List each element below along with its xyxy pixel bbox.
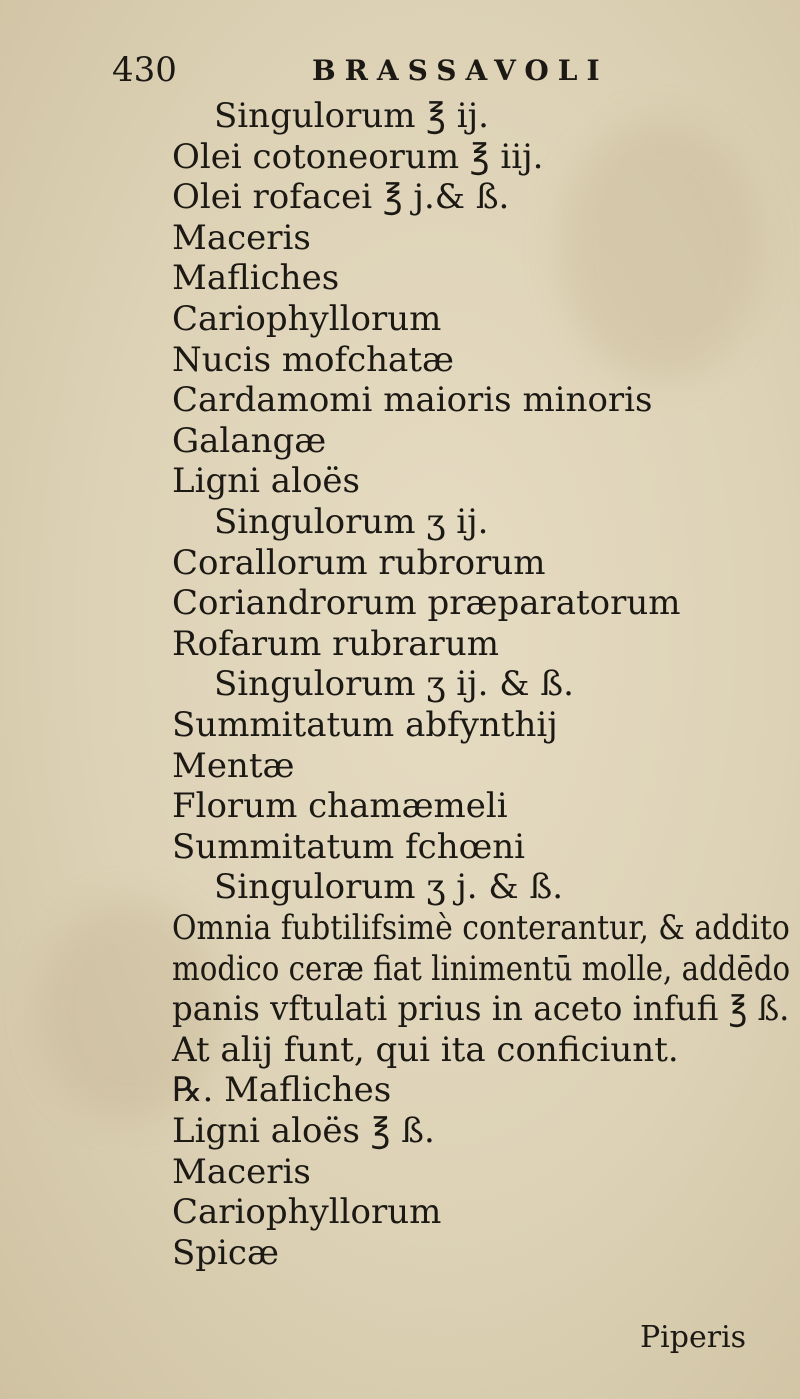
text-line: Spicæ xyxy=(172,1232,279,1273)
text-line: ℞. Mafliches xyxy=(172,1070,392,1111)
text-line: Maceris xyxy=(172,217,311,258)
page-number: 430 xyxy=(112,50,177,90)
text-line: Omnia fubtilifsimè conterantur, & addito xyxy=(172,908,790,948)
text-line: Olei rofacei ℥ j.& ß. xyxy=(172,177,510,218)
text-line: Mafliches xyxy=(172,258,340,299)
page-header xyxy=(112,50,632,90)
text-line: modico ceræ fiat linimentū molle, addēdo xyxy=(172,948,791,989)
text-line: panis vftulati prius in aceto infufi ℥ ß. xyxy=(172,989,790,1030)
text-line: Nucis mofchatæ xyxy=(172,339,454,380)
catchword: Piperis xyxy=(640,1320,747,1355)
text-line: Rofarum rubrarum xyxy=(172,623,499,664)
text-line: Mentæ xyxy=(172,745,295,786)
text-line: Maceris xyxy=(172,1151,311,1192)
paper-stain xyxy=(560,120,760,380)
text-line: Cariophyllorum xyxy=(172,299,442,339)
text-line: Singulorum ℥ ij. xyxy=(214,96,489,136)
text-line: Galangæ xyxy=(172,420,327,461)
text-line: Cariophyllorum xyxy=(172,1192,442,1233)
text-line: Singulorum ʒ j. & ß. xyxy=(214,867,564,908)
text-line: Ligni aloës ℥ ß. xyxy=(172,1111,435,1151)
text-line: Corallorum rubrorum xyxy=(172,542,546,583)
text-line: At alij funt, qui ita conficiunt. xyxy=(172,1029,679,1070)
text-line: Olei cotoneorum ℥ iij. xyxy=(172,136,544,177)
text-line: Singulorum ʒ ij. xyxy=(214,502,489,542)
text-line: Summitatum abfynthij xyxy=(172,705,558,745)
text-line: Coriandrorum præparatorum xyxy=(172,583,681,624)
text-line: Cardamomi maioris minoris xyxy=(172,380,653,421)
text-line: Singulorum ʒ ij. & ß. xyxy=(214,664,574,705)
text-line: Summitatum fchœni xyxy=(172,826,525,867)
text-line: Florum chamæmeli xyxy=(172,786,508,827)
text-line: Ligni aloës xyxy=(172,461,360,502)
running-head: BRASSAVOLI xyxy=(312,54,609,87)
